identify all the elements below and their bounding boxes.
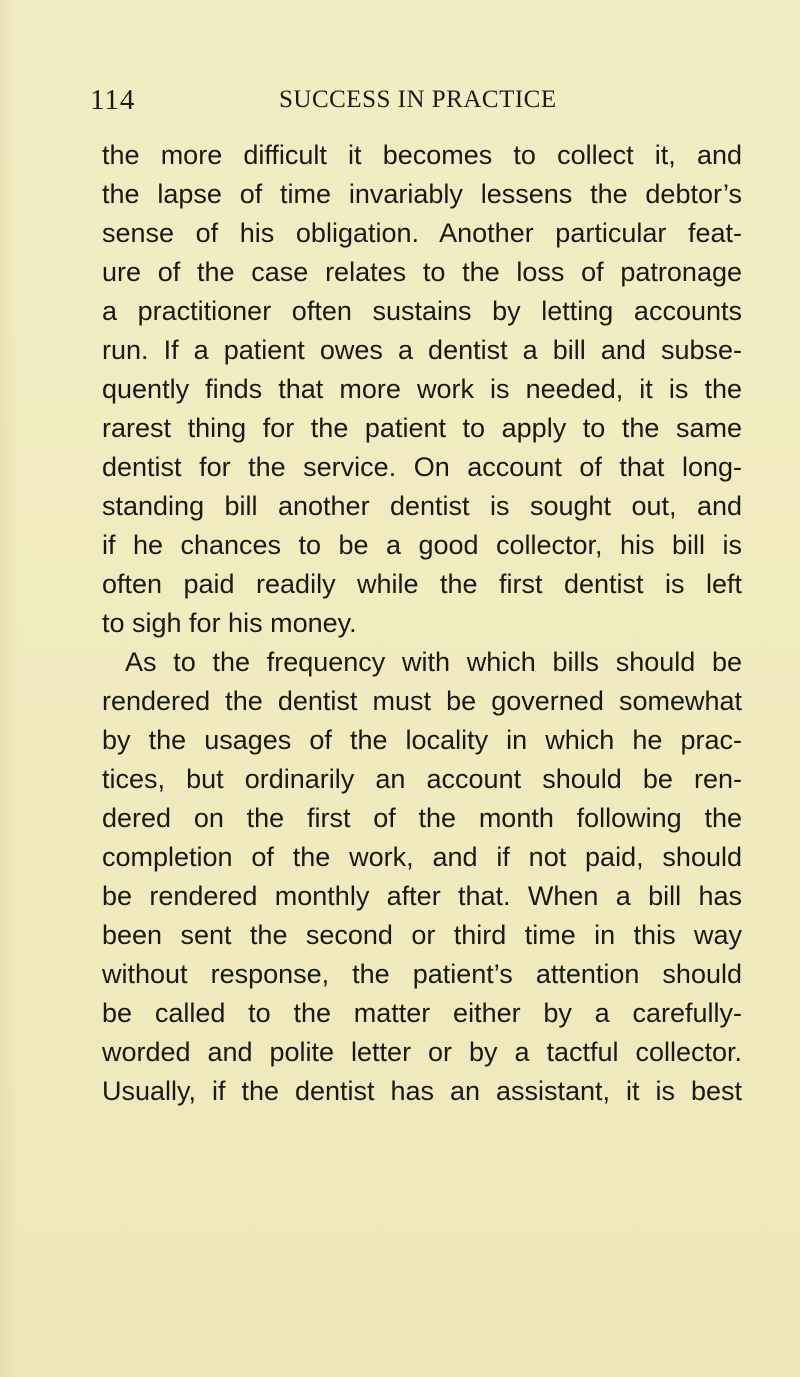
text-line: the lapse of time invariably lessens the debtor’s: [102, 179, 742, 209]
text-line: if he chances to be a good collector, his bill is: [102, 530, 742, 560]
text-line: to sigh for his money.: [102, 608, 357, 638]
running-title: SUCCESS IN PRACTICE: [279, 86, 557, 113]
text-line: rendered the dentist must be governed somewhat: [102, 686, 742, 716]
page-number: 114: [90, 84, 136, 116]
text-line: As to the frequency with which bills should be: [125, 647, 742, 677]
text-line: run. If a patient owes a dentist a bill and subse-: [102, 335, 742, 365]
text-line: ure of the case relates to the loss of patronage: [102, 257, 742, 287]
text-line: a practitioner often sustains by letting accounts: [102, 296, 742, 326]
text-line: dentist for the service. On account of that long-: [102, 452, 742, 482]
text-line: without response, the patient’s attention should: [102, 959, 742, 989]
text-line: sense of his obligation. Another particular feat-: [102, 218, 742, 248]
text-line: quently finds that more work is needed, it is the: [102, 374, 742, 404]
text-line: rarest thing for the patient to apply to the same: [102, 413, 742, 443]
text-line: been sent the second or third time in this way: [102, 920, 742, 950]
text-line: worded and polite letter or by a tactful collector.: [102, 1037, 742, 1067]
text-line: Usually, if the dentist has an assistant, it is best: [102, 1076, 742, 1106]
text-line: completion of the work, and if not paid, should: [102, 842, 742, 872]
text-line: be rendered monthly after that. When a bill has: [102, 881, 742, 911]
text-line: standing bill another dentist is sought out, and: [102, 491, 742, 521]
body-text: [102, 136, 742, 1111]
text-line: be called to the matter either by a carefully-: [102, 998, 742, 1028]
text-line: the more difficult it becomes to collect it, and: [102, 140, 742, 170]
page-header: [0, 84, 800, 114]
text-line: by the usages of the locality in which he prac-: [102, 725, 742, 755]
text-line: tices, but ordinarily an account should be ren-: [102, 764, 742, 794]
text-line: often paid readily while the first dentist is left: [102, 569, 742, 599]
text-line: dered on the first of the month following the: [102, 803, 742, 833]
